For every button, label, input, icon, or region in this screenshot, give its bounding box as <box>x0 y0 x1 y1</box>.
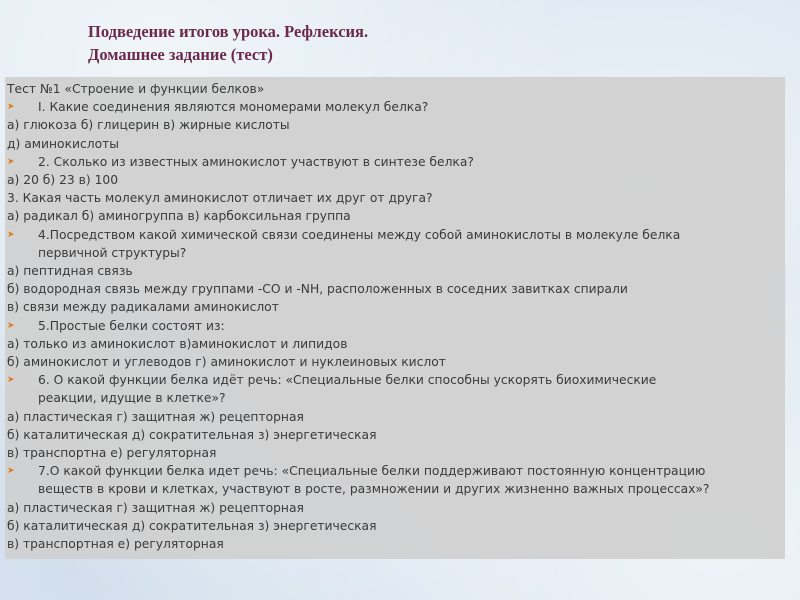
arrow-bullet-icon: ➤ <box>7 229 15 240</box>
question-5: ➤ 5.Простые белки состоят из: <box>5 317 785 335</box>
answer-line: а) 20 б) 23 в) 100 <box>7 173 119 188</box>
answer-line: а) пластическая г) защитная ж) рецепторная <box>7 409 304 424</box>
arrow-bullet-icon: ➤ <box>7 375 15 386</box>
answer-line: в) транспортная е) регуляторная <box>7 537 224 552</box>
arrow-bullet-icon: ➤ <box>7 320 15 331</box>
question-4: ➤ 4.Посредством какой химической связи соединены между собой аминокислоты в молекуле белка <box>5 226 785 244</box>
question-4-continuation: первичной структуры? <box>38 245 187 260</box>
answer-line: а) пептидная связь <box>7 264 133 279</box>
answer-line: а) только из аминокислот в)аминокислот и липидов <box>7 336 348 351</box>
question-6: ➤ 6. О какой функции белка идёт речь: «Специальные белки способны ускорять биохимические <box>5 371 785 389</box>
answer-line: в) транспортна е) регуляторная <box>7 446 217 461</box>
arrow-bullet-icon: ➤ <box>7 102 15 113</box>
answer-line: б) водородная связь между группами -CO и -NH, расположенных в соседних завитках спирали <box>7 282 628 297</box>
question-6-continuation: реакции, идущие в клетке»? <box>38 391 226 406</box>
answer-line: а) пластическая г) защитная ж) рецепторная <box>7 500 304 515</box>
answer-line: б) каталитическая д) сократительная з) энергетическая <box>7 518 377 533</box>
answer-line: в) связи между радикалами аминокислот <box>7 300 279 315</box>
arrow-bullet-icon: ➤ <box>7 466 15 477</box>
slide-title <box>88 20 368 66</box>
answer-line: б) каталитическая д) сократительная з) энергетическая <box>7 427 377 442</box>
answer-line: а) глюкоза б) глицерин в) жирные кислоты <box>7 118 290 133</box>
answer-line: д) аминокислоты <box>7 136 120 151</box>
arrow-bullet-icon: ➤ <box>7 156 15 167</box>
question-7: ➤ 7.О какой функции белка идет речь: «Специальные белки поддерживают постоянную концентрацию <box>5 462 785 480</box>
test-heading: Тест №1 «Строение и функции белков» <box>7 82 265 96</box>
question-7-continuation: веществ в крови и клетках, участвуют в росте, размножении и других жизненно важных процессах»? <box>38 482 710 497</box>
title-line-2: Домашнее задание (тест) <box>88 45 273 64</box>
question-1: ➤ I. Какие соединения являются мономерами молекул белка? <box>5 98 785 116</box>
question-2: ➤ 2. Сколько из известных аминокислот участвуют в синтезе белка? <box>5 153 785 171</box>
answer-line: б) аминокислот и углеводов г) аминокислот и нуклеиновых кислот <box>7 355 446 370</box>
test-content-box <box>5 77 785 559</box>
title-line-1: Подведение итогов урока. Рефлексия. <box>88 22 369 41</box>
answer-line: а) радикал б) аминогруппа в) карбоксильная группа <box>7 209 351 224</box>
question-3: 3. Какая часть молекул аминокислот отличает их друг от друга? <box>7 191 433 206</box>
